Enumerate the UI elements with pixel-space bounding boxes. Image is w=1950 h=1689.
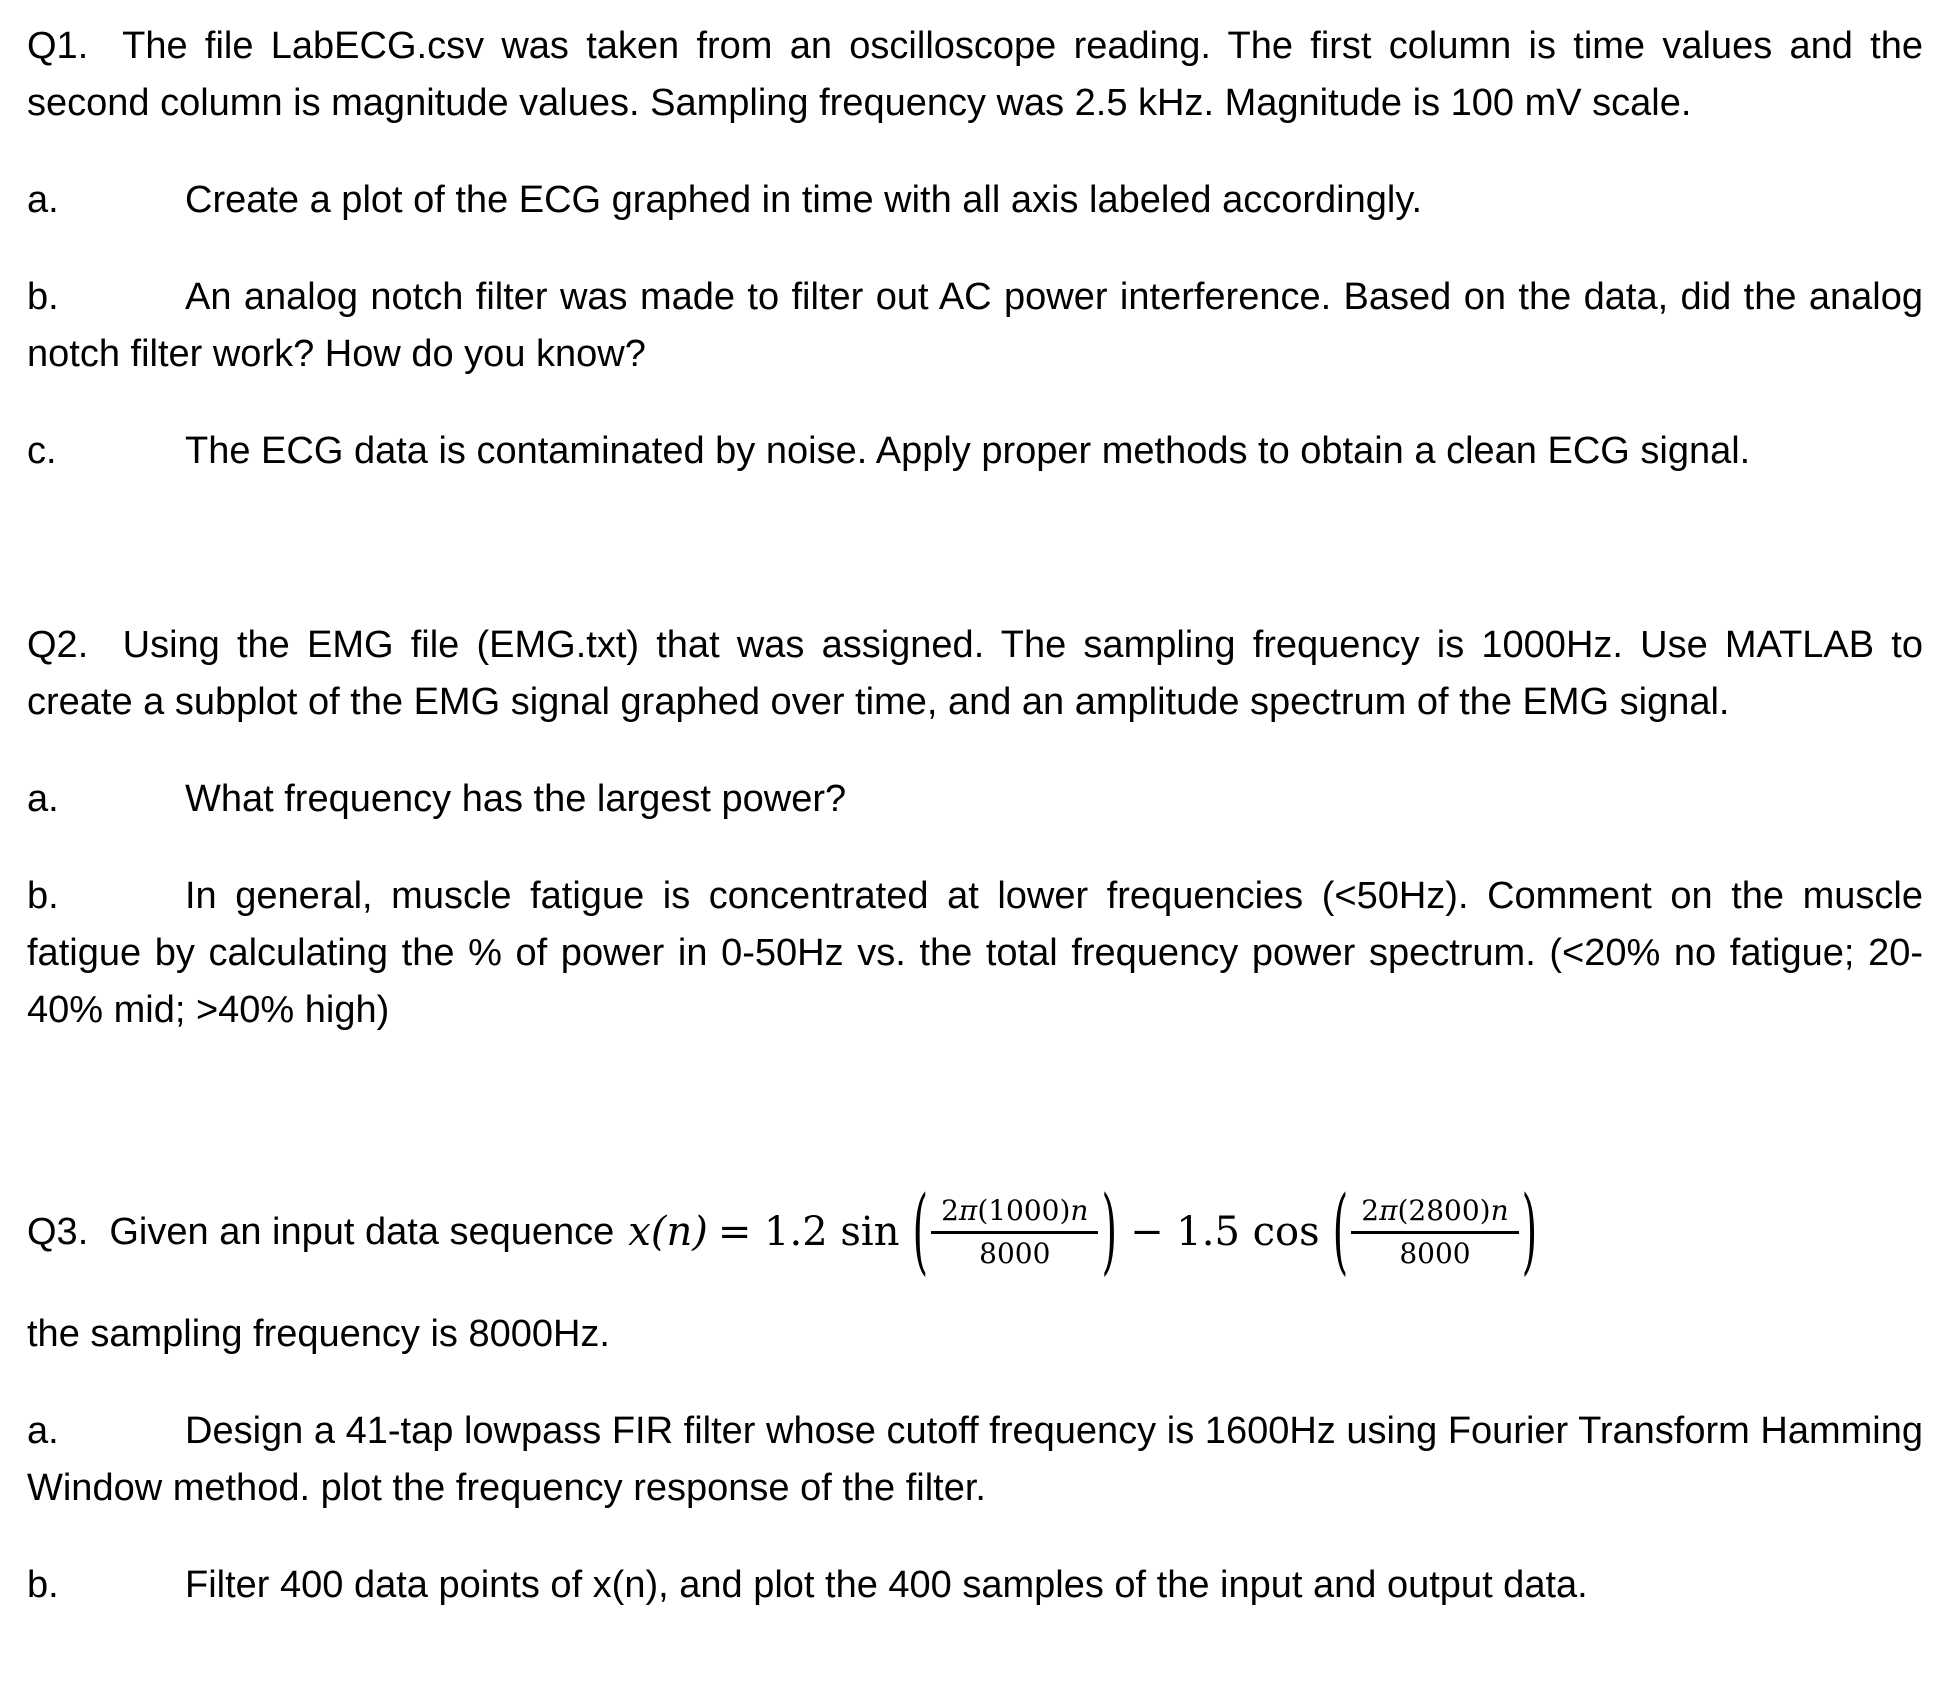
- fraction-2-num-freq: (2800): [1397, 1193, 1491, 1227]
- fraction-1-num-coef: 2: [941, 1193, 959, 1227]
- q1-intro-paragraph: Q1. The file LabECG.csv was taken from an oscilloscope reading. The first column is time values and the second column is magnitude values. Sampling frequency was 2.5 kHz. Magnitude is 100 mV scale.: [27, 25, 1923, 124]
- q1-item-c-text: The ECG data is contaminated by noise. Apply proper methods to obtain a clean ECG signal.: [185, 430, 1751, 472]
- fraction-2: [1351, 1194, 1518, 1270]
- left-paren-1: (: [912, 1177, 929, 1287]
- q2-item-a-label: a.: [27, 778, 59, 820]
- formula-operator-1: = 1.2 sin: [717, 1209, 900, 1255]
- right-paren-2: ): [1521, 1177, 1538, 1287]
- fraction-1-num-freq: (1000): [977, 1193, 1071, 1227]
- q2-item-a: [27, 771, 1923, 828]
- q1-item-b: [27, 269, 1923, 383]
- q2-item-b-text: In general, muscle fatigue is concentrated at lower frequencies (<50Hz). Comment on the muscle fatigue by calculating the % of power in 0-50Hz vs. the total frequency power spectrum. (<20% no fatigue; 20-40% mid; >40% high): [27, 875, 1923, 1031]
- q3-intro-formula: [27, 1176, 1923, 1288]
- fraction-2-num-var: n: [1490, 1193, 1509, 1227]
- fraction-2-denominator: 8000: [1351, 1231, 1518, 1271]
- q2-item-b: [27, 868, 1923, 1039]
- q2-intro-paragraph: Q2. Using the EMG file (EMG.txt) that was assigned. The sampling frequency is 1000Hz. Use MATLAB to create a subplot of the EMG signal graphed over time, and an amplitude spectrum of the EMG signal.: [27, 624, 1923, 723]
- fraction-1-num-var: n: [1070, 1193, 1089, 1227]
- fraction-2-numerator: [1351, 1194, 1518, 1231]
- fraction-2-num-pi: π: [1379, 1193, 1398, 1227]
- formula-lhs: x(n): [628, 1209, 708, 1255]
- q2-item-a-text: What frequency has the largest power?: [185, 778, 847, 820]
- q3-item-a: [27, 1403, 1923, 1517]
- formula-operator-2: − 1.5 cos: [1130, 1209, 1320, 1255]
- q3-intro-prefix: Q3. Given an input data sequence: [27, 1210, 615, 1253]
- q1-item-a: [27, 172, 1923, 229]
- q1-item-c: [27, 423, 1923, 480]
- blank-line: [27, 1079, 1923, 1176]
- q1-item-a-text: Create a plot of the ECG graphed in time with all axis labeled accordingly.: [185, 179, 1423, 221]
- q3-item-a-text: Design a 41-tap lowpass FIR filter whose cutoff frequency is 1600Hz using Fourier Transform Hamming Window method. plot the frequency response of the filter.: [27, 1410, 1923, 1509]
- q3-item-a-label: a.: [27, 1410, 59, 1452]
- fraction-1-num-pi: π: [958, 1193, 978, 1227]
- left-paren-2: (: [1332, 1177, 1349, 1287]
- fraction-1-denominator: 8000: [931, 1231, 1098, 1271]
- q1-item-b-label: b.: [27, 276, 59, 318]
- fraction-1: [931, 1194, 1098, 1270]
- q1-item-a-label: a.: [27, 179, 59, 221]
- right-paren-1: ): [1101, 1177, 1118, 1287]
- q1-item-b-text: An analog notch filter was made to filter out AC power interference. Based on the data, did the analog notch filter work? How do you know?: [27, 276, 1923, 375]
- fraction-1-numerator: [931, 1194, 1098, 1231]
- q3-sampling-line: the sampling frequency is 8000Hz.: [27, 1313, 610, 1355]
- q1-item-c-label: c.: [27, 430, 57, 472]
- fraction-2-num-coef: 2: [1361, 1193, 1380, 1227]
- q3-item-b-text: Filter 400 data points of x(n), and plot the 400 samples of the input and output data.: [185, 1564, 1588, 1606]
- q3-item-b-label: b.: [27, 1564, 59, 1606]
- q2-item-b-label: b.: [27, 875, 59, 917]
- blank-line: [27, 520, 1923, 617]
- q3-item-b: [27, 1557, 1923, 1614]
